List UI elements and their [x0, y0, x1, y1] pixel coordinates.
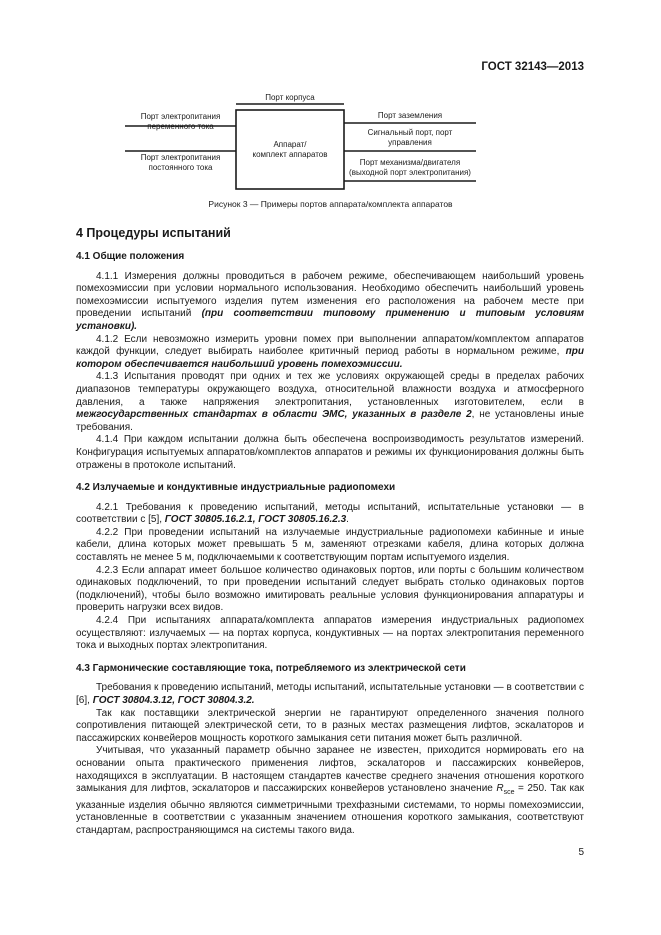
- section-title: 4 Процедуры испытаний: [76, 226, 231, 240]
- paragraph-4-2-2: 4.2.2 При проведении испытаний на излучаемые индустриальные радиопомехи кабинные и иные кабели, длина которых может превышать 5 м, заменяют отрезками кабеля, длина которых должна составлять не менее 5 м, подключаемыми к соответствующим портам испытуемого изделия.: [76, 526, 584, 564]
- paragraph-4-3-a: Требования к проведению испытаний, методы испытаний, испытательные установки — в соответствии с [6], ГОСТ 30804.3.12, ГОСТ 30804.3.2.: [76, 682, 584, 706]
- ac-power-port-label: Порт электропитания переменного тока: [140, 112, 221, 131]
- enclosure-port-label: Порт корпуса: [265, 93, 315, 102]
- paragraph-4-1-3: 4.1.3 Испытания проводят при одних и тех же условиях окружающей среды в пределах рабочих диапазонов температуры окружающего воздуха, относительной влажности воздуха и атмосферного давления, а также напряжения электропитания, установленных изготовителем, если в межгосударственных стандартах в области ЭМС, указанных в разделе 2, не установлены иные требования.: [76, 371, 584, 433]
- paragraph-4-3-c: Учитывая, что указанный параметр обычно заранее не известен, приходится нормировать его на основании опыта практического применения лифтов, эскалаторов и пассажирских конвейеров, находящихся в эксплуатации. В настоящем стандартев качестве среднего значения отношения короткого замыкания для лифтов, эскалаторов и пассажирских конвейеров установлено значение $R_{sce} = 250$. Так как указанные изделия обычно являются симметричными трехфазными системами, то нормы помехоэмиссии, установленные в соответствии с указанным значением отношения короткого замыкания, соответствуют стандартам, распространяющимся на системы такого вида.: [76, 745, 584, 836]
- ratio-symbol: R: [496, 783, 504, 795]
- paragraph-4-1-1: 4.1.1 Измерения должны проводиться в рабочем режиме, обеспечивающем наибольший уровень помехоэмиссии при условии нормального использования. Необходимо обеспечить наибольший уровень помехоэмиссии испытуемого изделия путем изменения его расположения на рабочем месте при проведении испытаний (при соответствии типовому применению и типовым условиям установки).: [76, 270, 584, 332]
- paragraph-4-1-2: 4.1.2 Если невозможно измерить уровни помех при выполнении аппаратом/комплектом аппаратов каждой функции, следует выбирать наиболее критичный период работы в нормальном режиме, при котором обеспечивается наибольший уровень помехоэмиссии.: [76, 333, 584, 370]
- earth-port-label: Порт заземления: [377, 111, 443, 120]
- signal-port-label: Сигнальный порт, порт управления: [367, 128, 453, 147]
- paragraph-4-2-3: 4.2.3 Если аппарат имеет большое количество одинаковых портов, или порты с большим количеством одинаковых подключений, то при проведении испытаний следует выбрать столько одинаковых портов (подключений), чтобы было возможно имитировать реальные условия функционирования аппаратуры и проверить нагрузки всех видов.: [76, 564, 584, 614]
- port-diagram: [0, 0, 661, 200]
- paragraph-4-2-1: 4.2.1 Требования к проведению испытаний, методы испытаний, испытательные установки — в соответствии с [5], ГОСТ 30805.16.2.1, ГОСТ 30805.16.2.3.: [76, 501, 584, 526]
- subsection-title: 4.2 Излучаемые и кондуктивные индустриальные радиопомехи: [76, 482, 396, 494]
- subsection-title: 4.3 Гармонические составляющие тока, потребляемого из электрической сети: [76, 662, 466, 674]
- dc-power-port-label: Порт электропитания постоянного тока: [140, 153, 221, 172]
- subsection-title: 4.1 Общие положения: [76, 251, 185, 262]
- standard-designation: ГОСТ 32143—2013: [481, 61, 584, 73]
- paragraph-4-3-b: Так как поставщики электрической энергии не гарантируют определенного значения полного сопротивления питающей электрической сети, то в разных местах размещения лифтов, эскалаторов и пассажирских конвейеров мощность короткого замыкания сети питания может быть различной.: [76, 707, 584, 744]
- paragraph-4-1-4: 4.1.4 При каждом испытании должна быть обеспечена воспроизводимость результатов измерений. Конфигурация испытуемых аппаратов/комплектов аппаратов и режимы их функционирования должны быть отражены в протоколе испытаний.: [76, 434, 584, 471]
- paragraph-4-2-4: 4.2.4 При испытаниях аппарата/комплекта аппаратов измерения индустриальных радиопомех осуществляют: излучаемых — на портах корпуса, кондуктивных — на портах электропитания переменного тока и выходных портах электропитания.: [76, 615, 584, 652]
- motor-port-label: Порт механизма/двигателя (выходной порт электропитания): [349, 158, 471, 177]
- page-number: 5: [578, 847, 584, 858]
- apparatus-label: Аппарат/ комплект аппаратов: [252, 140, 328, 159]
- main-text: [76, 226, 584, 838]
- figure-caption: Рисунок 3 — Примеры портов аппарата/комплекта аппаратов: [208, 199, 453, 209]
